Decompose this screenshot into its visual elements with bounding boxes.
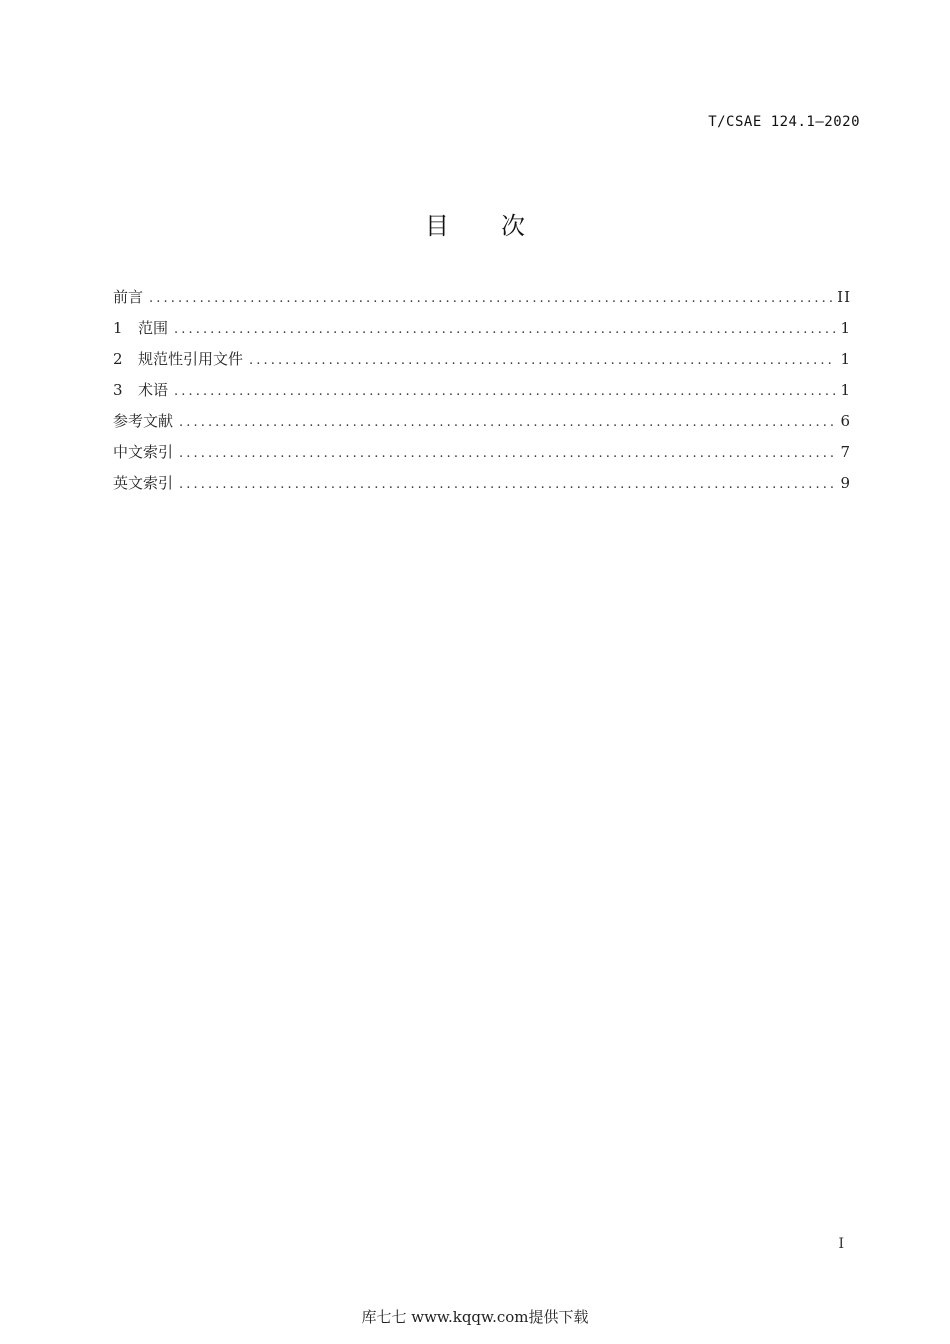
page-number: I [838, 1236, 844, 1252]
toc-entry-normative-references[interactable] [113, 348, 851, 379]
toc-entry-page: 1 [840, 319, 851, 337]
toc-entry-page: 7 [840, 443, 851, 461]
dot-leader [174, 384, 836, 399]
toc-entry-page: II [837, 288, 851, 306]
toc-entry-number: 2 [113, 350, 123, 368]
toc-title-char-2: 次 [501, 212, 525, 240]
toc-entry-label: 英文索引 [113, 474, 174, 492]
toc-title-char-1: 目 [425, 212, 449, 240]
table-of-contents [113, 286, 851, 503]
toc-entry-number: 3 [113, 381, 123, 399]
dot-leader [174, 322, 836, 337]
toc-entry-number: 1 [113, 319, 123, 337]
toc-entry-foreword[interactable] [113, 286, 851, 317]
dot-leader [149, 291, 833, 306]
toc-entry-chinese-index[interactable] [113, 441, 851, 472]
toc-entry-page: 1 [840, 350, 851, 368]
dot-leader [179, 415, 836, 430]
download-watermark: 库七七 www.kqqw.com提供下载 [361, 1308, 589, 1326]
toc-entry-page: 9 [840, 474, 851, 492]
dot-leader [179, 446, 836, 461]
toc-entry-label: 中文索引 [113, 443, 174, 461]
toc-entry-scope[interactable] [113, 317, 851, 348]
toc-entry-english-index[interactable] [113, 472, 851, 503]
toc-entry-terms[interactable] [113, 379, 851, 410]
standard-number: T/CSAE 124.1—2020 [708, 114, 860, 130]
toc-entry-label: 术语 [138, 381, 169, 399]
toc-entry-bibliography[interactable] [113, 410, 851, 441]
dot-leader [249, 353, 836, 368]
toc-entry-page: 1 [840, 381, 851, 399]
toc-entry-label: 参考文献 [113, 412, 174, 430]
toc-entry-label: 前言 [113, 288, 144, 306]
toc-entry-label: 范围 [138, 319, 169, 337]
toc-entry-label: 规范性引用文件 [138, 350, 244, 368]
toc-title [0, 206, 950, 241]
toc-entry-page: 6 [840, 412, 851, 430]
dot-leader [179, 477, 836, 492]
